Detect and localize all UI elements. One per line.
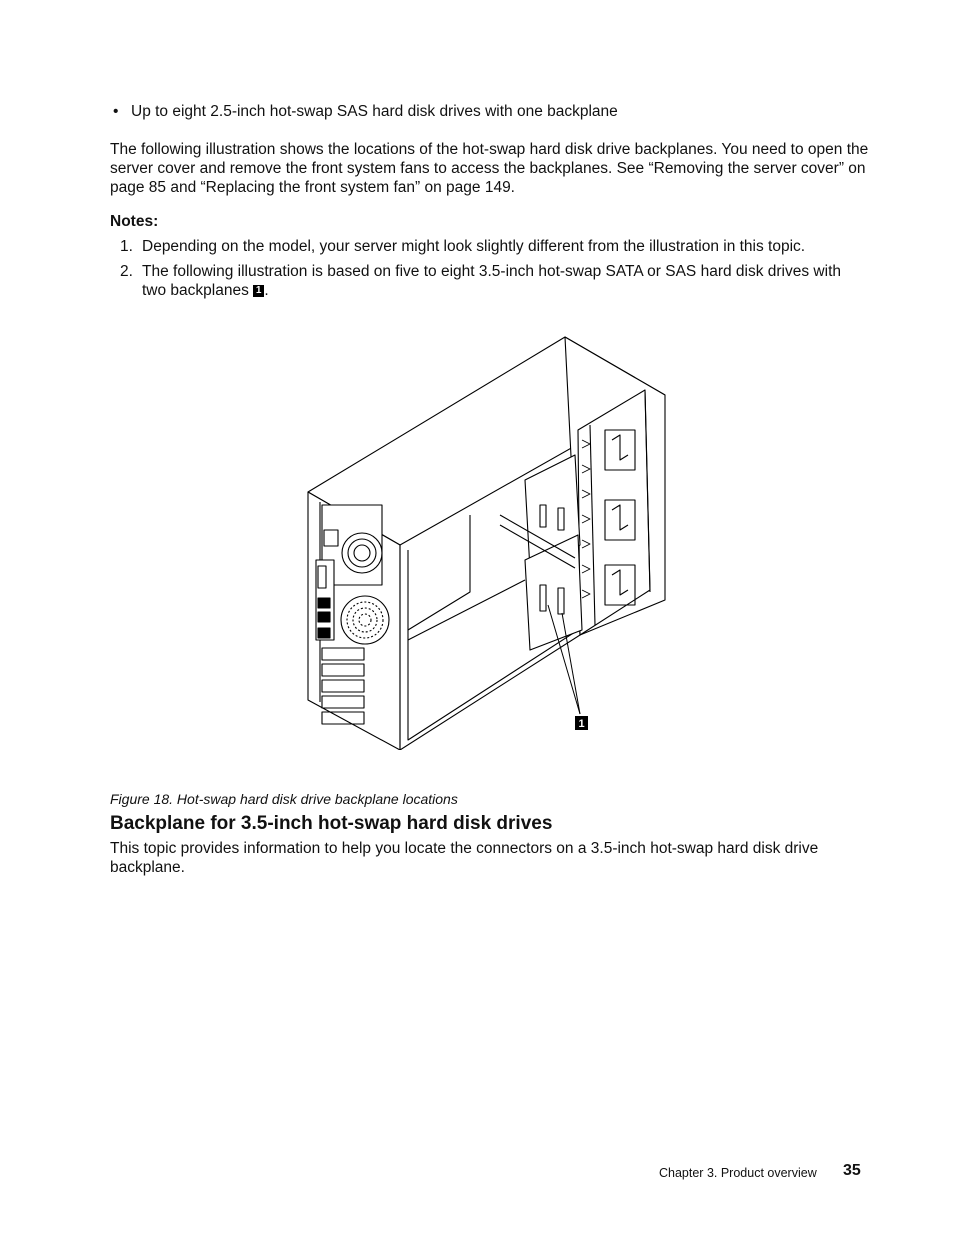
bullet-marker: •	[113, 103, 119, 120]
callout-badge: 1	[253, 285, 265, 297]
note-suffix: .	[264, 282, 269, 299]
figure-caption: Figure 18. Hot-swap hard disk drive backplane locations	[110, 791, 458, 807]
note-number: 1.	[120, 238, 133, 255]
intro-paragraph: The following illustration shows the locations of the hot-swap hard disk drive backplanes. You need to open the server cover and remove the front system fans to access the backplanes. See “Removing the server cover” on page 85 and “Replacing the front system fan” on page 149.	[110, 141, 869, 196]
note-item-2	[120, 262, 860, 300]
footer-chapter: Chapter 3. Product overview	[659, 1166, 817, 1180]
bullet-item	[113, 102, 618, 121]
section-heading: Backplane for 3.5-inch hot-swap hard disk drives	[110, 813, 553, 834]
server-illustration	[300, 330, 670, 750]
bullet-text: Up to eight 2.5-inch hot-swap SAS hard disk drives with one backplane	[131, 103, 618, 120]
note-number: 2.	[120, 263, 133, 280]
section-paragraph: This topic provides information to help you locate the connectors on a 3.5-inch hot-swap hard disk drive backplane.	[110, 840, 819, 876]
note-body	[142, 262, 860, 300]
footer-page-number: 35	[843, 1162, 861, 1179]
notes-heading: Notes:	[110, 213, 159, 230]
figure-callout-badge: 1	[578, 718, 585, 730]
note-item-1	[120, 237, 860, 256]
note-text: The following illustration is based on five to eight 3.5-inch hot-swap SATA or SAS hard disk drives with two backplanes	[142, 263, 841, 299]
note-text: Depending on the model, your server might look slightly different from the illustration in this topic.	[142, 238, 806, 255]
